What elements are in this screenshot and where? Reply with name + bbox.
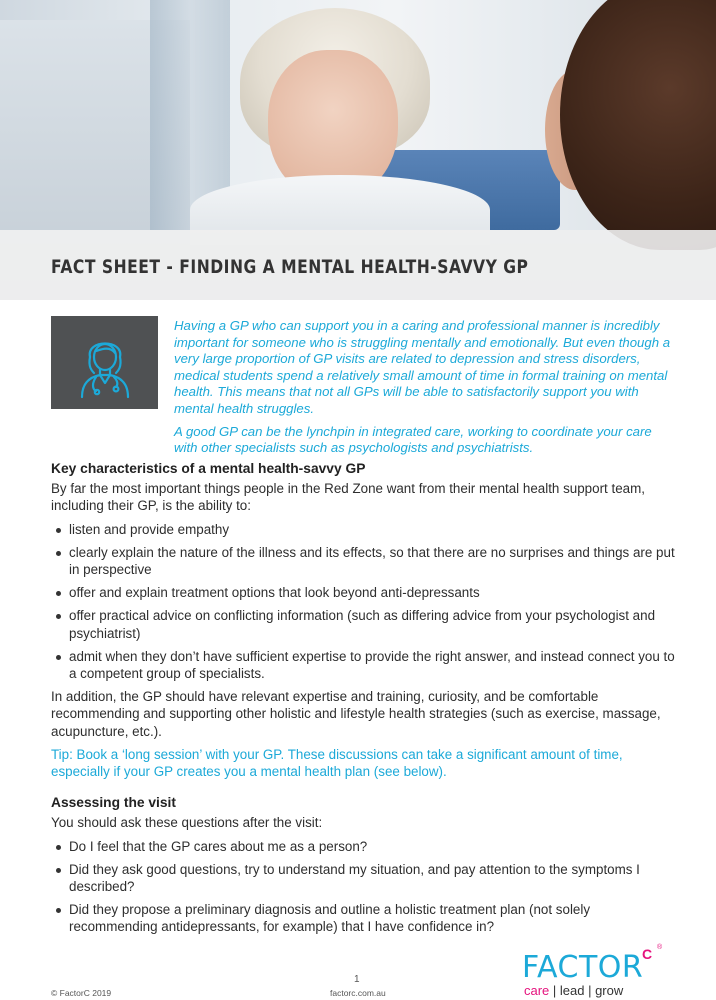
list-item: admit when they don’t have sufficient expertise to provide the right answer, and instead connect you to a competent group of specialists. — [51, 648, 681, 682]
logo-tag-care: care — [524, 983, 550, 998]
intro-paragraph: A good GP can be the lynchpin in integrated care, working to coordinate your care with other specialists such as psychologists and psychiatrists. — [174, 423, 652, 456]
doctor-stethoscope-icon — [70, 327, 140, 399]
doctor-icon-box — [51, 316, 158, 409]
logo-superscript: C — [642, 946, 653, 962]
intro-paragraph: Having a GP who can support you in a caring and professional manner is incredibly important for someone who is struggling mentally and emotionally. But even though a very large proportion of GP visits are related to depression and stress disorders, medical students spend a relatively small amount of time in formal training on mental health. This means that not all GPs will be able to satisfactorily support you with mental health struggles. — [174, 318, 671, 416]
list-item: clearly explain the nature of the illness and its effects, so that there are no surprises and things are put in perspective — [51, 544, 681, 578]
website-link[interactable]: factorc.com.au — [330, 988, 386, 998]
copyright-text: © FactorC 2019 — [51, 988, 112, 998]
logo-tag-rest: | lead | grow — [549, 983, 624, 998]
section-paragraph: In addition, the GP should have relevant expertise and training, curiosity, and be comfortable recommending and supporting other holistic and lifestyle health strategies (such as exercise, massage, acupuncture, etc.). — [51, 689, 661, 739]
list-item: Do I feel that the GP cares about me as a person? — [51, 838, 681, 855]
list-item: Did they ask good questions, try to understand my situation, and pay attention to the symptoms I described? — [51, 861, 681, 895]
factorc-logo — [522, 944, 672, 998]
list-item: offer and explain treatment options that look beyond anti-depressants — [51, 584, 681, 601]
questions-list — [51, 838, 681, 936]
intro-text — [174, 318, 674, 463]
characteristics-list — [51, 521, 681, 683]
logo-word: FACTOR — [522, 950, 644, 985]
main-content — [51, 460, 681, 942]
section-lead: You should ask these questions after the visit: — [51, 815, 323, 831]
section-lead: By far the most important things people in the Red Zone want from their mental health support team, including their GP, is the ability to: — [51, 481, 645, 514]
list-item: Did they propose a preliminary diagnosis and outline a holistic treatment plan (not solely recommending antidepressants, for example) that I have confidence in? — [51, 901, 681, 935]
page-title: FACT SHEET - FINDING A MENTAL HEALTH-SAVVY GP — [51, 256, 529, 278]
logo-registered-mark: ® — [657, 944, 663, 951]
section-heading-assessing-visit: Assessing the visit — [51, 795, 176, 811]
list-item: offer practical advice on conflicting information (such as differing advice from your psychologist and psychiatrist) — [51, 607, 681, 641]
tip-text: Tip: Book a ‘long session’ with your GP. These discussions can take a significant amount of time, especially if your GP creates you a mental health plan (see below). — [51, 746, 623, 780]
page-number: 1 — [354, 974, 360, 985]
list-item: listen and provide empathy — [51, 521, 681, 538]
logo-tagline — [524, 983, 623, 998]
section-heading-key-characteristics: Key characteristics of a mental health-savvy GP — [51, 461, 366, 476]
